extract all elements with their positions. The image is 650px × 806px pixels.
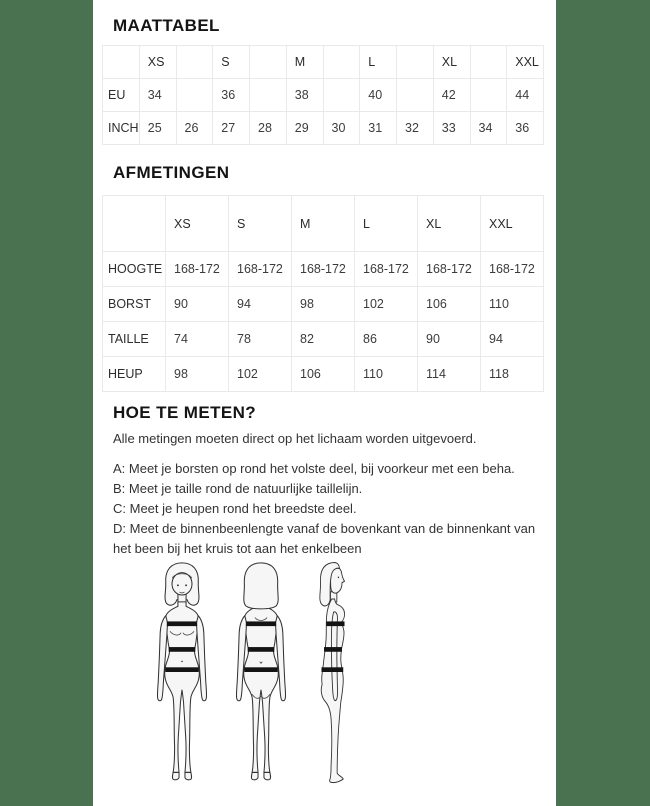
row-label-cell: [103, 46, 140, 79]
bust-band: [246, 621, 276, 626]
table-cell: [470, 79, 507, 112]
table-cell: S: [229, 196, 292, 252]
table-cell: [397, 79, 434, 112]
table-header-row: [103, 46, 544, 79]
measuring-instructions: [113, 459, 547, 559]
section-title-maattabel: MAATTABEL: [113, 16, 220, 35]
instruction-line-c: C: Meet je heupen rond het breedste deel.: [113, 501, 357, 516]
table-cell: 94: [229, 287, 292, 322]
front-arm-right: [196, 616, 206, 701]
front-face: [172, 573, 192, 595]
section-title-afmetingen: AFMETINGEN: [113, 163, 230, 182]
table-cell: 118: [481, 357, 544, 392]
table-cell: 98: [166, 357, 229, 392]
table-cell: L: [355, 196, 418, 252]
row-label-cell: [103, 196, 166, 252]
instruction-line-a: A: Meet je borsten op rond het volste deel, bij voorkeur met een beha.: [113, 461, 515, 476]
table-cell: XXL: [481, 196, 544, 252]
table-cell: [397, 46, 434, 79]
page-background-right-strip: [556, 0, 650, 806]
figure-back-view: [224, 560, 298, 784]
body-measurement-figures: [145, 560, 365, 784]
front-foot-left: [172, 772, 179, 779]
back-hair: [244, 563, 278, 609]
table-cell: 31: [360, 112, 397, 145]
table-cell: 36: [507, 112, 544, 145]
table-cell: 168-172: [418, 252, 481, 287]
table-cell: 102: [229, 357, 292, 392]
table-cell: 38: [286, 79, 323, 112]
table-cell: 82: [292, 322, 355, 357]
table-cell: 114: [418, 357, 481, 392]
table-cell: 168-172: [292, 252, 355, 287]
table-cell: 28: [250, 112, 287, 145]
table-row: [103, 322, 544, 357]
measuring-intro-text: Alle metingen moeten direct op het lichaam worden uitgevoerd.: [113, 431, 477, 446]
table-cell: XL: [418, 196, 481, 252]
table-cell: L: [360, 46, 397, 79]
table-cell: 74: [166, 322, 229, 357]
page-background-left-strip: [0, 0, 93, 806]
table-cell: XS: [139, 46, 176, 79]
waist-band: [324, 647, 342, 652]
table-cell: [176, 46, 213, 79]
table-row: [103, 357, 544, 392]
bust-band: [167, 621, 197, 626]
front-eye-left: [177, 584, 179, 586]
table-cell: 110: [481, 287, 544, 322]
table-cell: XXL: [507, 46, 544, 79]
table-cell: 27: [213, 112, 250, 145]
hip-band: [165, 667, 198, 672]
row-label-cell: INCH: [103, 112, 140, 145]
measurements-table: [102, 195, 544, 392]
figure-front-view: [145, 560, 219, 784]
table-cell: 86: [355, 322, 418, 357]
table-cell: 34: [470, 112, 507, 145]
side-eye: [338, 577, 339, 579]
table-cell: 102: [355, 287, 418, 322]
table-cell: 98: [292, 287, 355, 322]
front-foot-right: [185, 772, 192, 779]
table-cell: 32: [397, 112, 434, 145]
size-guide-panel: [93, 0, 556, 806]
table-cell: 90: [418, 322, 481, 357]
front-torso-legs: [165, 602, 200, 773]
section-title-hoe-te-meten: HOE TE METEN?: [113, 403, 257, 422]
table-cell: 30: [323, 112, 360, 145]
waist-band: [169, 647, 196, 652]
table-row: [103, 79, 544, 112]
table-row: [103, 287, 544, 322]
table-header-row: [103, 196, 544, 252]
row-label-cell: HOOGTE: [103, 252, 166, 287]
front-eye-right: [185, 584, 187, 586]
size-conversion-table: [102, 45, 544, 145]
back-torso-legs: [244, 602, 279, 773]
table-row: [103, 112, 544, 145]
table-cell: [470, 46, 507, 79]
table-cell: 36: [213, 79, 250, 112]
table-cell: 29: [286, 112, 323, 145]
back-foot-right: [264, 772, 271, 779]
table-cell: 106: [418, 287, 481, 322]
instruction-line-d: D: Meet de binnenbeenlengte vanaf de bovenkant van de binnenkant van het been bij het kruis tot aan het enkelbeen: [113, 521, 536, 556]
table-cell: 78: [229, 322, 292, 357]
table-cell: [250, 79, 287, 112]
instruction-line-b: B: Meet je taille rond de natuurlijke taillelijn.: [113, 481, 363, 496]
table-cell: 34: [139, 79, 176, 112]
table-cell: [323, 79, 360, 112]
hip-band: [244, 667, 277, 672]
row-label-cell: HEUP: [103, 357, 166, 392]
table-cell: M: [286, 46, 323, 79]
table-cell: 44: [507, 79, 544, 112]
table-cell: 168-172: [355, 252, 418, 287]
table-cell: 90: [166, 287, 229, 322]
table-cell: 33: [433, 112, 470, 145]
table-cell: M: [292, 196, 355, 252]
row-label-cell: EU: [103, 79, 140, 112]
table-cell: 26: [176, 112, 213, 145]
back-foot-left: [251, 772, 258, 779]
table-row: [103, 252, 544, 287]
figure-side-view: [301, 560, 365, 784]
row-label-cell: BORST: [103, 287, 166, 322]
table-cell: 94: [481, 322, 544, 357]
table-cell: 25: [139, 112, 176, 145]
table-cell: 168-172: [229, 252, 292, 287]
front-arm-left: [157, 616, 167, 701]
table-cell: S: [213, 46, 250, 79]
table-cell: XS: [166, 196, 229, 252]
back-arm-right: [275, 616, 285, 701]
back-arm-left: [236, 616, 246, 701]
hip-band: [321, 667, 343, 672]
table-cell: [323, 46, 360, 79]
table-cell: 106: [292, 357, 355, 392]
bust-band: [326, 621, 344, 626]
table-cell: [176, 79, 213, 112]
table-cell: 110: [355, 357, 418, 392]
table-cell: XL: [433, 46, 470, 79]
table-cell: 40: [360, 79, 397, 112]
row-label-cell: TAILLE: [103, 322, 166, 357]
table-cell: 42: [433, 79, 470, 112]
waist-band: [248, 647, 275, 652]
table-cell: 168-172: [166, 252, 229, 287]
table-cell: [250, 46, 287, 79]
table-cell: 168-172: [481, 252, 544, 287]
